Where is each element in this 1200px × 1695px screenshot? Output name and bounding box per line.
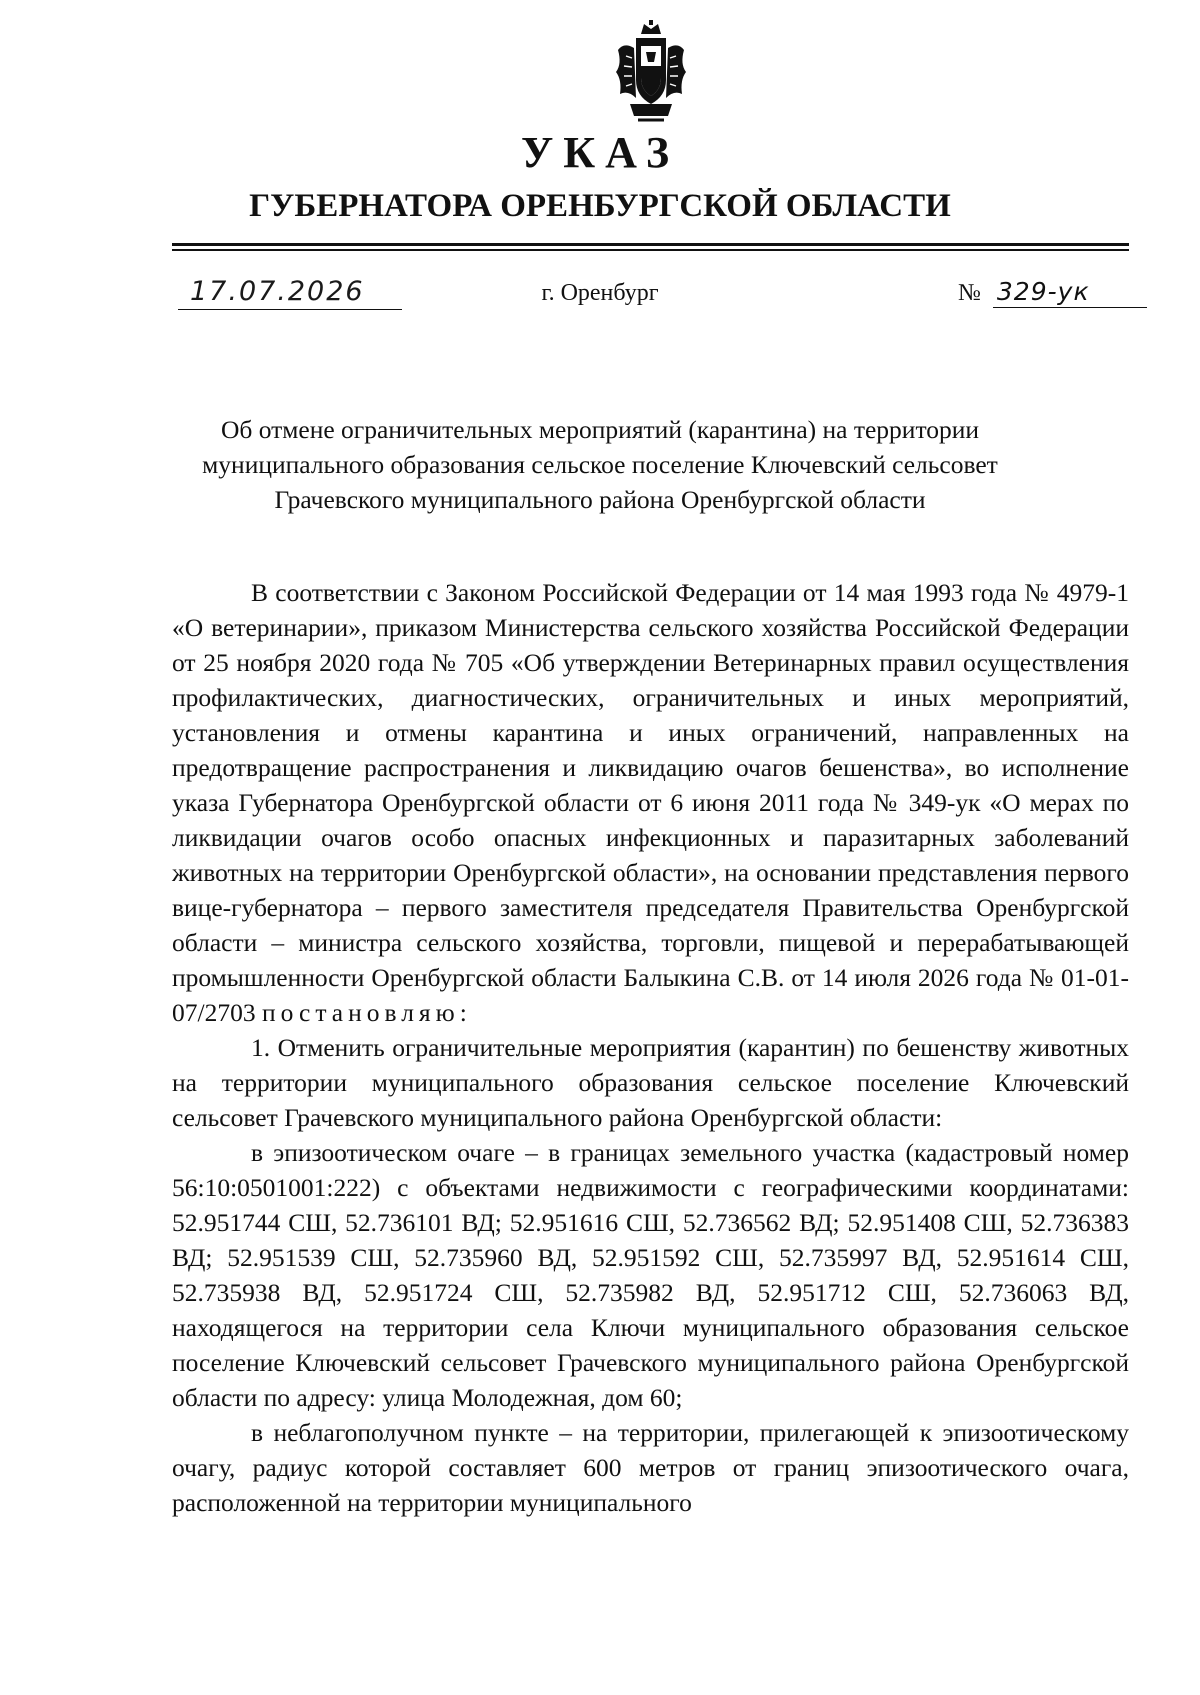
decree-body	[172, 575, 1129, 1520]
decree-number-block	[958, 278, 1147, 308]
decree-date: 17.07.2026	[178, 275, 402, 310]
subject-line: Грачевского муниципального района Оренбургской области	[274, 485, 926, 514]
header-rule-thin	[172, 249, 1129, 251]
header-rule-thick	[172, 243, 1129, 246]
document-title: УКАЗ	[520, 128, 680, 177]
preamble-text: В соответствии с Законом Российской Федерации от 14 мая 1993 года № 4979-1 «О ветеринарии», приказом Министерства сельского хозяйства Российской Федерации от 25 ноября 2020 года № 705 «Об утверждении Ветеринарных правил осуществления профилактических, диагностических, ограничительных и иных мероприятий, установления и отмены карантина и иных ограничений, направленных на предотвращение распространения и ликвидацию очагов бешенства», во исполнение указа Губернатора Оренбургской области от 6 июня 2011 года № 349-ук «О мерах по ликвидации очагов особо опасных инфекционных и паразитарных заболеваний животных на территории Оренбургской области», на основании представления первого вице-губернатора – первого заместителя председателя Правительства Оренбургской области – министра сельского хозяйства, торговли, пищевой и перерабатывающей промышленности Оренбургской области Балыкина С.В. от 14 июля 2026 года № 01-01-07/2703	[172, 578, 1129, 1027]
decree-number-label: №	[958, 280, 981, 306]
decree-city: г. Оренбург	[541, 280, 659, 306]
epizootic-focus-paragraph: в эпизоотическом очаге – в границах земельного участка (кадастровый номер 56:10:0501001:222) с объектами недвижимости с географическими координатами: 52.951744 СШ, 52.736101 ВД; 52.951616 СШ, 52.736562 ВД; 52.951408 СШ, 52.736383 ВД; 52.951539 СШ, 52.735960 ВД, 52.951592 СШ, 52.735997 ВД, 52.951614 СШ, 52.735938 ВД, 52.951724 СШ, 52.735982 ВД, 52.951712 СШ, 52.736063 ВД, находящегося на территории села Ключи муниципального образования сельское поселение Ключевский сельсовет Грачевского муниципального района Оренбургской области по адресу: улица Молодежная, дом 60;	[172, 1138, 1129, 1412]
clause-1-paragraph: 1. Отменить ограничительные мероприятия (карантин) по бешенству животных на территории муниципального образования сельское поселение Ключевский сельсовет Грачевского муниципального района Оренбургской области:	[172, 1033, 1129, 1132]
subject-line: Об отмене ограничительных мероприятий (карантина) на территории	[220, 415, 980, 444]
coat-of-arms-icon	[610, 20, 692, 122]
document-subtitle: ГУБЕРНАТОРА ОРЕНБУРГСКОЙ ОБЛАСТИ	[249, 188, 951, 224]
subject-line: муниципального образования сельское поселение Ключевский сельсовет	[202, 450, 998, 479]
preamble-paragraph	[172, 575, 1129, 1030]
unfavorable-point-paragraph: в неблагополучном пункте – на территории, прилегающей к эпизоотическому очагу, радиус которой составляет 600 метров от границ эпизоотического очага, расположенной на территории муниципального	[172, 1418, 1129, 1517]
decree-verb: постановляю:	[261, 998, 472, 1027]
decree-number: 329-ук	[993, 277, 1147, 308]
decree-subject	[150, 412, 1050, 517]
